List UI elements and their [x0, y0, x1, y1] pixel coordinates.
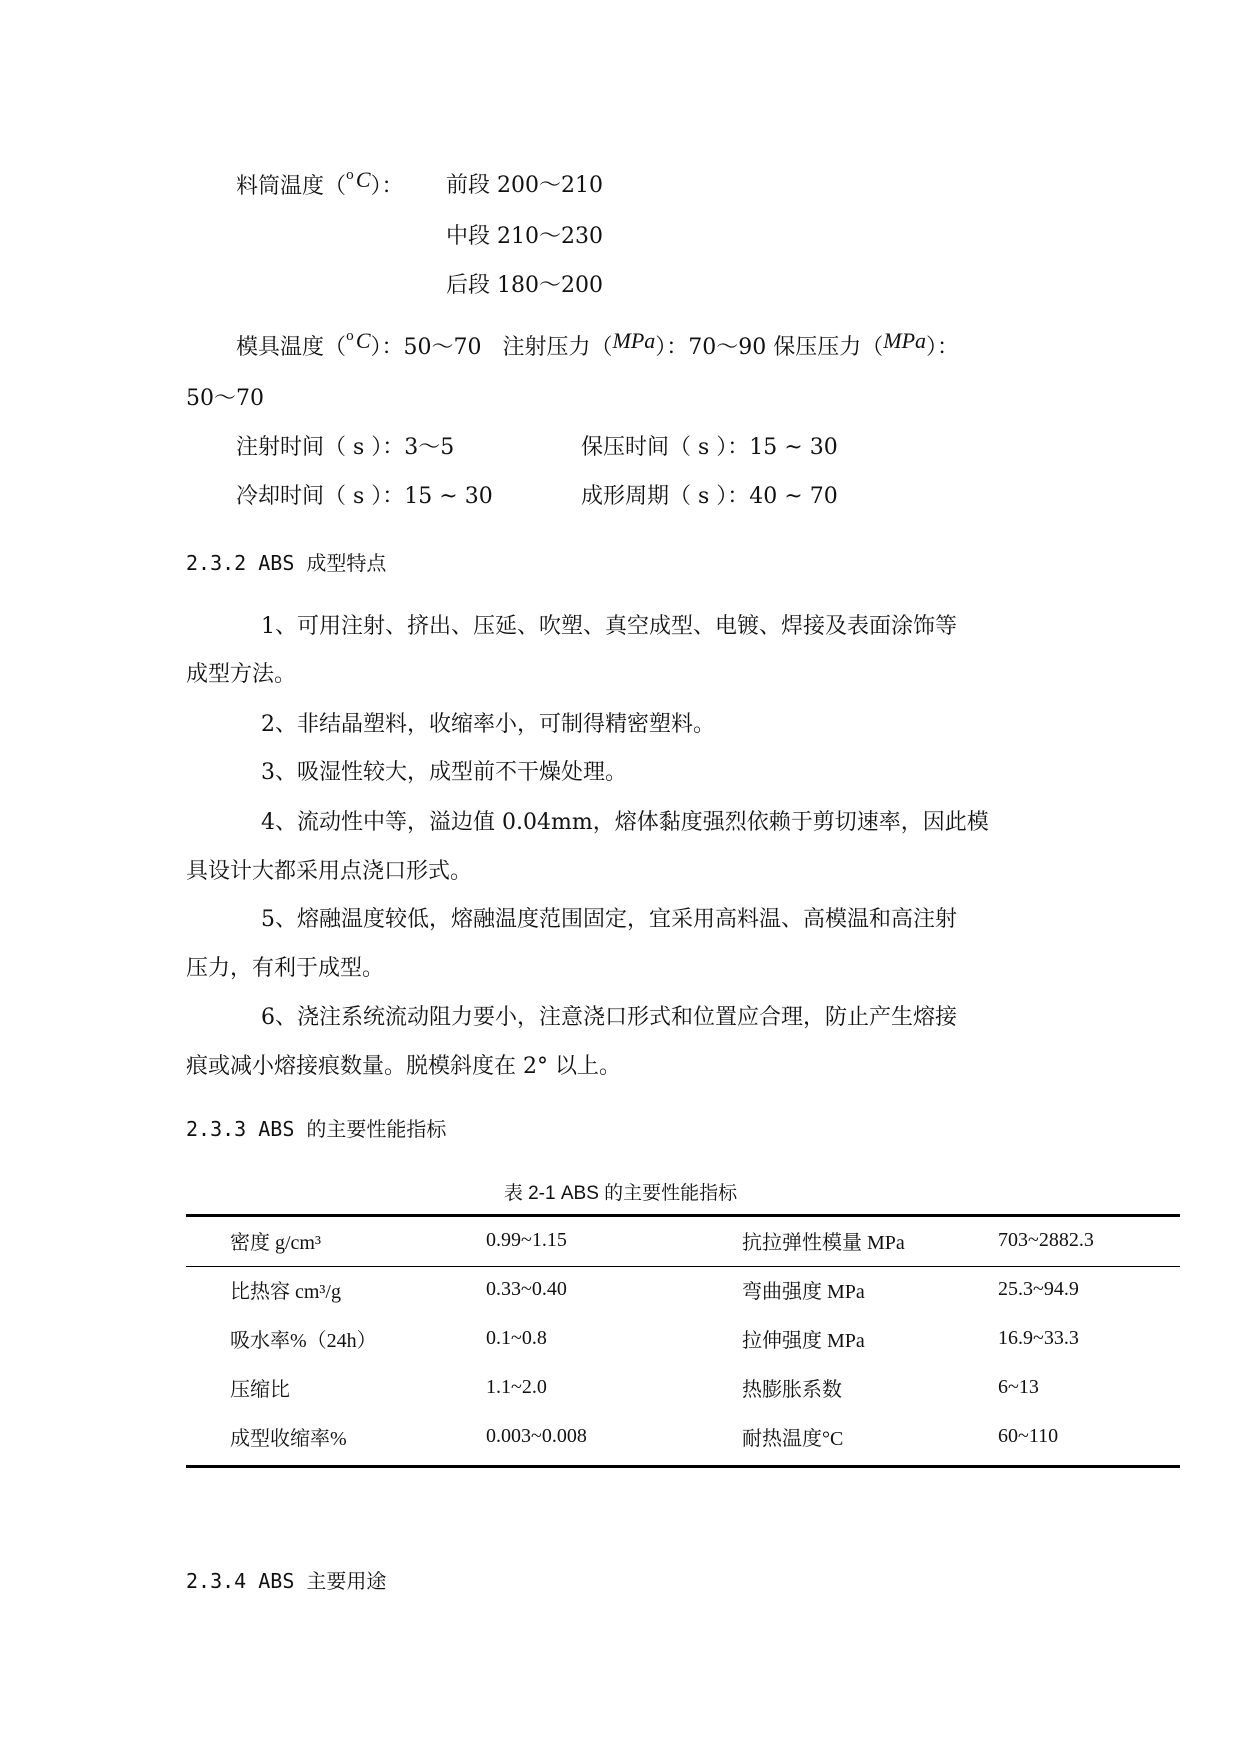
table-cell: 密度 g/cm³ [230, 1232, 321, 1254]
table-cell: 抗拉弹性模量 MPa [742, 1232, 905, 1254]
feature-6-line1: 6、浇注系统流动阻力要小，注意浇口形式和位置应合理，防止产生熔接 [261, 1005, 957, 1030]
table-cell: 0.99~1.15 [486, 1229, 567, 1251]
celsius-unit: C [355, 328, 371, 353]
table-cell: 1.1~2.0 [486, 1376, 547, 1398]
hold-pressure-close: ）： [926, 335, 960, 360]
table-bottom-rule [186, 1465, 1180, 1468]
degree-symbol: o [346, 168, 354, 183]
table-row [186, 1216, 1180, 1265]
table-cell: 耐热温度°C [742, 1428, 844, 1450]
mold-temp-label: 模具温度（ [236, 335, 347, 360]
table-cell: 60~110 [998, 1425, 1059, 1447]
barrel-temp-label: 料筒温度（ [236, 174, 347, 199]
table-cell: 压缩比 [230, 1379, 290, 1401]
table-cell: 吸水率%（24h） [230, 1330, 377, 1352]
table-cell: 弯曲强度 MPa [742, 1281, 865, 1303]
table-cell: 25.3~94.9 [998, 1278, 1079, 1300]
section-heading-234: 2.3.4 ABS 主要用途 [186, 1569, 387, 1593]
section-heading-233: 2.3.3 ABS 的主要性能指标 [186, 1117, 447, 1141]
table-cell: 16.9~33.3 [998, 1327, 1079, 1349]
inj-pressure-label: 注射压力（ [502, 335, 613, 360]
table-row [186, 1265, 1180, 1314]
table-cell: 成型收缩率% [230, 1428, 347, 1450]
feature-1-line2: 成型方法。 [186, 662, 297, 687]
feature-5-line2: 压力，有利于成型。 [186, 956, 385, 981]
table-cell: 热膨胀系数 [742, 1379, 842, 1401]
degree-symbol: o [346, 329, 354, 344]
mpa-unit: MPa [612, 328, 656, 353]
barrel-temp-line [236, 167, 404, 205]
table-cell: 比热容 cm³/g [230, 1281, 341, 1303]
inj-time: 注射时间（ s ）：3～5 [236, 435, 455, 460]
barrel-rear: 后段 180～200 [446, 273, 603, 298]
table-caption: 表 2-1 ABS 的主要性能指标 [503, 1183, 738, 1204]
table-row [186, 1363, 1180, 1412]
feature-4-line1: 4、流动性中等，溢边值 0.04mm，熔体黏度强烈依赖于剪切速率，因此模 [261, 810, 989, 835]
mold-temp-value: ）：50～70 [370, 335, 482, 360]
inj-pressure-value: ）：70～90 保压压力（ [655, 335, 884, 360]
table-cell: 拉伸强度 MPa [742, 1330, 865, 1352]
feature-4-line2: 具设计大都采用点浇口形式。 [186, 859, 473, 884]
barrel-front: 前段 200～210 [446, 173, 603, 198]
section-heading-232: 2.3.2 ABS 成型特点 [186, 551, 387, 575]
table-row [186, 1314, 1180, 1363]
table-row [186, 1412, 1180, 1461]
mpa-unit: MPa [883, 328, 927, 353]
table-cell: 0.003~0.008 [486, 1425, 587, 1447]
table-cell: 703~2882.3 [998, 1229, 1094, 1251]
mold-inj-line [236, 328, 960, 366]
abs-properties-table [186, 1216, 1180, 1461]
feature-1-line1: 1、可用注射、挤出、压延、吹塑、真空成型、电镀、焊接及表面涂饰等 [261, 614, 957, 639]
table-cell: 0.33~0.40 [486, 1278, 567, 1300]
feature-5-line1: 5、熔融温度较低，熔融温度范围固定，宜采用高料温、高模温和高注射 [261, 907, 957, 932]
table-cell: 6~13 [998, 1376, 1039, 1398]
table-cell: 0.1~0.8 [486, 1327, 547, 1349]
hold-time: 保压时间（ s ）：15 ~ 30 [581, 435, 838, 460]
feature-2: 2、非结晶塑料，收缩率小，可制得精密塑料。 [261, 712, 715, 737]
feature-3: 3、吸湿性较大，成型前不干燥处理。 [261, 760, 627, 785]
celsius-unit: C [355, 167, 371, 192]
hold-pressure-value: 50～70 [186, 386, 264, 411]
feature-6-line2: 痕或减小熔接痕数量。脱模斜度在 2° 以上。 [186, 1054, 621, 1079]
cycle-time: 成形周期（ s ）：40 ~ 70 [581, 484, 838, 509]
barrel-middle: 中段 210～230 [446, 224, 603, 249]
barrel-temp-close: ）： [370, 174, 404, 199]
cool-time: 冷却时间（ s ）：15 ~ 30 [236, 484, 493, 509]
